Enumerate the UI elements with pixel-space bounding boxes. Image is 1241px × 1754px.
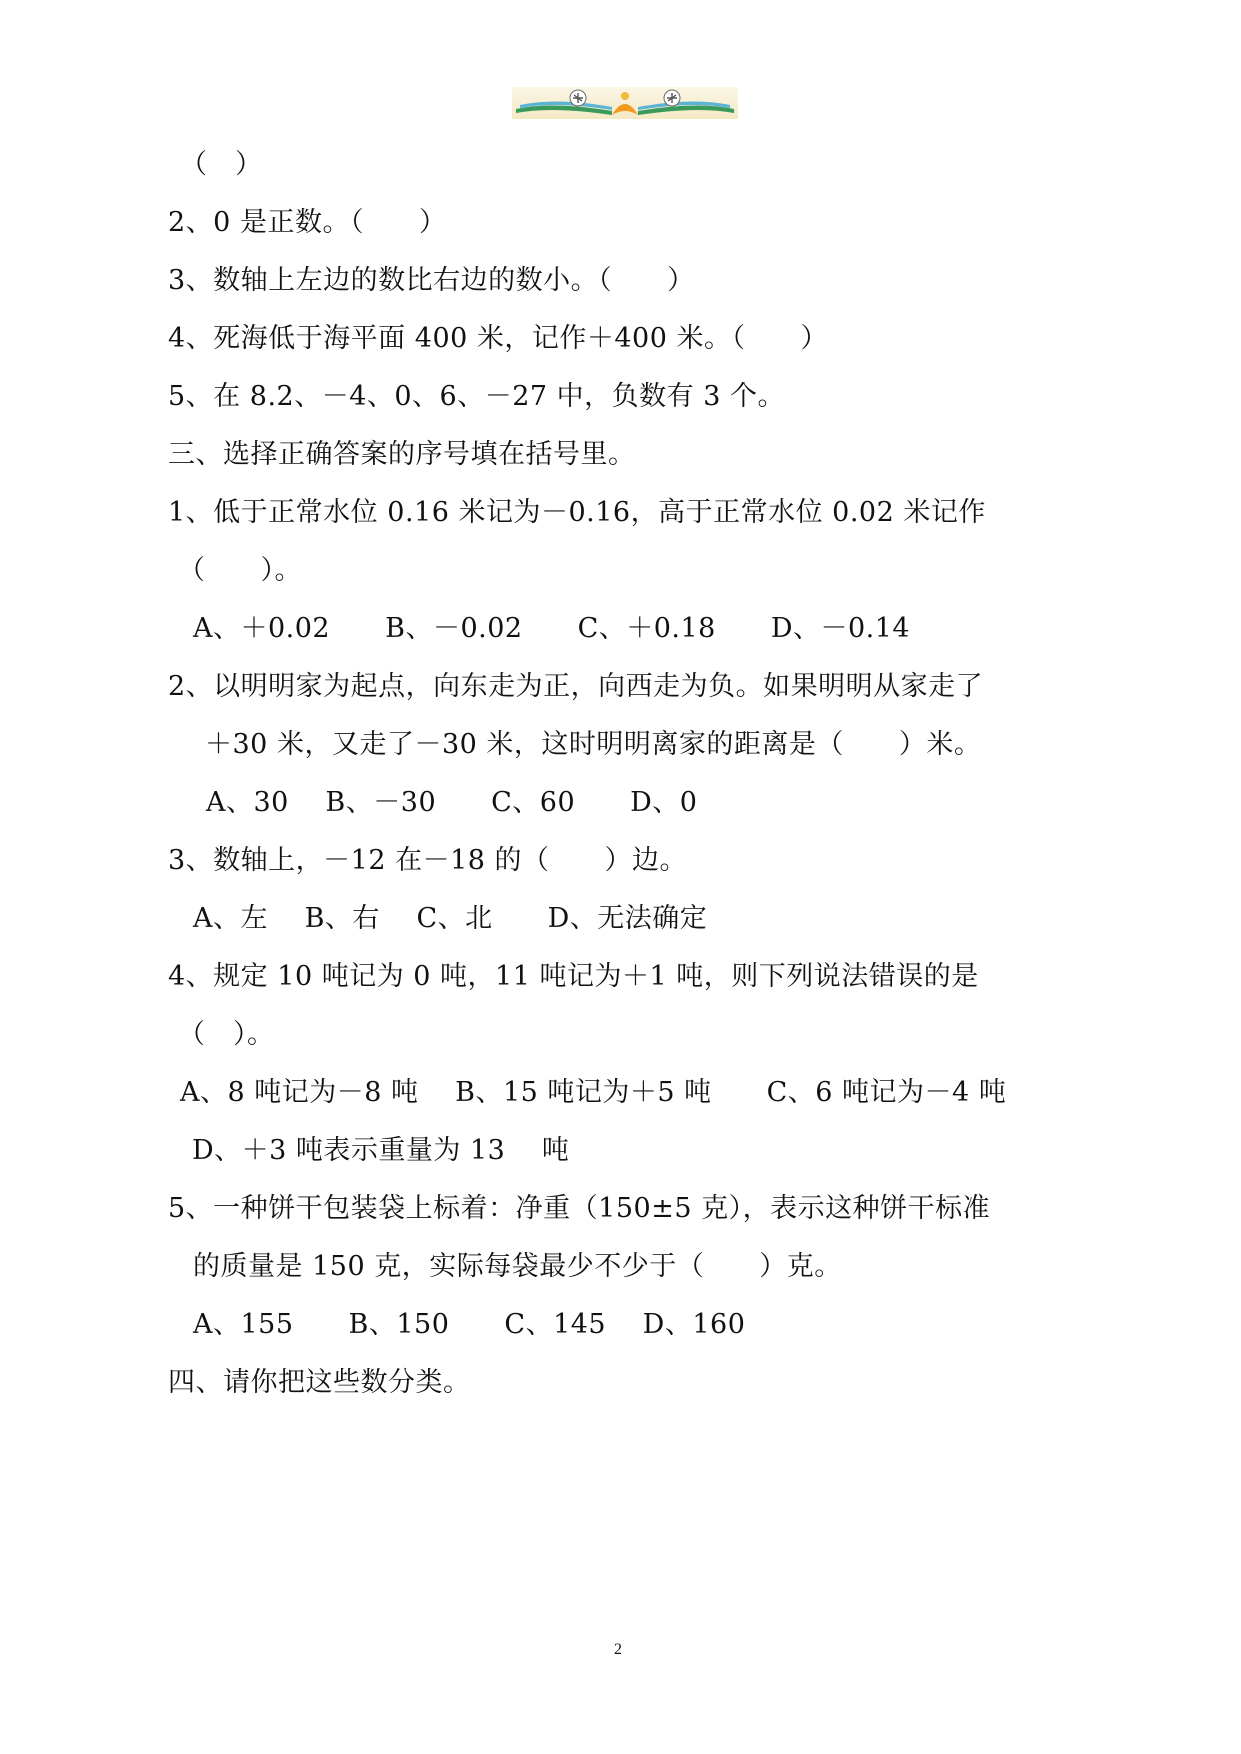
- question-3-4: 4、规定 10 吨记为 0 吨，11 吨记为＋1 吨，则下列说法错误的是: [168, 961, 979, 992]
- section-4-heading: 四、请你把这些数分类。: [168, 1367, 471, 1398]
- question-2-2: 2、0 是正数。（ ）: [168, 207, 447, 238]
- question-3-1: 1、低于正常水位 0.16 米记为－0.16，高于正常水位 0.02 米记作: [168, 497, 986, 528]
- question-3-3-options: A、左 B、右 C、北 D、无法确定: [193, 903, 708, 934]
- question-3-4-options-row-2: D、＋3 吨表示重量为 13 吨: [192, 1135, 570, 1166]
- question-3-2-continued: ＋30 米，又走了－30 米，这时明明离家的距离是（ ）米。: [205, 729, 982, 760]
- question-3-2-options: A、30 B、－30 C、60 D、0: [206, 787, 698, 818]
- question-2-3: 3、数轴上左边的数比右边的数小。（ ）: [168, 265, 695, 296]
- question-3-4-blank: （ ）。: [178, 1019, 275, 1050]
- question-2-1-answer-blank: （ ）: [180, 149, 263, 180]
- question-3-4-options-row-1: A、8 吨记为－8 吨 B、15 吨记为＋5 吨 C、6 吨记为－4 吨: [180, 1077, 1007, 1108]
- question-3-2: 2、以明明家为起点，向东走为正，向西走为负。如果明明从家走了: [168, 671, 984, 702]
- question-3-5: 5、一种饼干包装袋上标着：净重（150±5 克），表示这种饼干标准: [168, 1193, 991, 1224]
- question-3-5-continued: 的质量是 150 克，实际每袋最少不少于（ ）克。: [193, 1251, 842, 1282]
- question-2-5: 5、在 8.2、－4、0、6、－27 中，负数有 3 个。: [168, 381, 786, 412]
- section-3-heading: 三、选择正确答案的序号填在括号里。: [168, 439, 636, 470]
- question-3-5-options: A、155 B、150 C、145 D、160: [193, 1309, 746, 1340]
- question-2-4: 4、死海低于海平面 400 米，记作＋400 米。（ ）: [168, 323, 828, 354]
- page-number: 2: [614, 1641, 622, 1658]
- publisher-logo: [512, 87, 738, 119]
- question-3-3: 3、数轴上，－12 在－18 的（ ）边。: [168, 845, 688, 876]
- question-3-1-blank: （ ）。: [178, 555, 302, 586]
- question-3-1-options: A、＋0.02 B、－0.02 C、＋0.18 D、－0.14: [193, 613, 911, 644]
